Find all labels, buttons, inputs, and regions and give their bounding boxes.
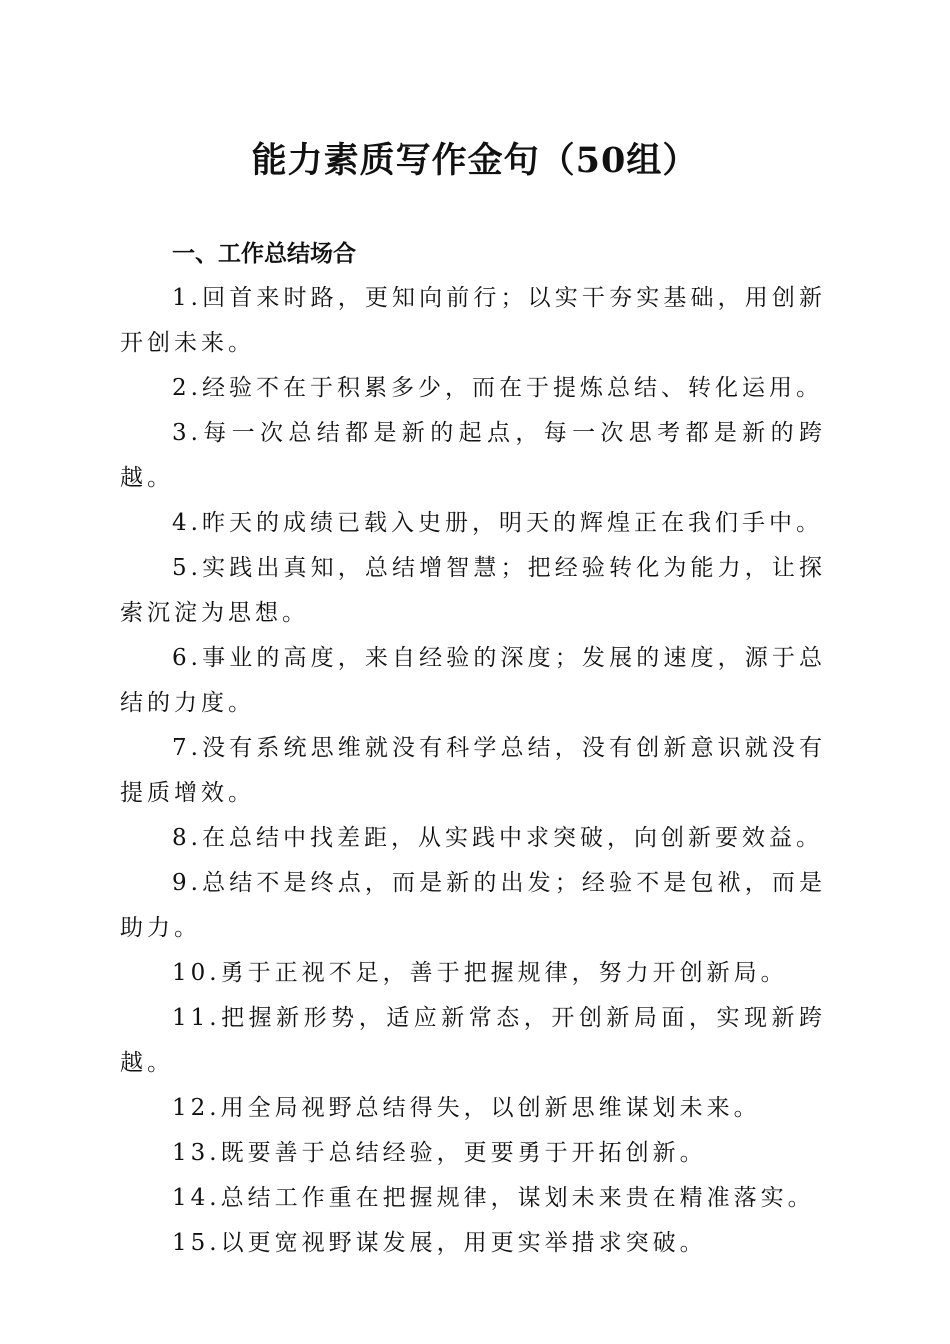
list-item: 9.总结不是终点，而是新的出发；经验不是包袱，而是助力。 xyxy=(120,870,826,941)
list-item: 15.以更宽视野谋发展，用更实举措求突破。 xyxy=(172,1230,707,1256)
list-item: 1.回首来时路，更知向前行；以实干夯实基础，用创新开创未来。 xyxy=(120,285,826,356)
list-item: 7.没有系统思维就没有科学总结，没有创新意识就没有提质增效。 xyxy=(120,735,826,806)
list-item: 6.事业的高度，来自经验的深度；发展的速度，源于总结的力度。 xyxy=(120,645,826,716)
list-item: 14.总结工作重在把握规律，谋划未来贵在精准落实。 xyxy=(172,1185,815,1211)
list-item: 10.勇于正视不足，善于把握规律，努力开创新局。 xyxy=(172,960,788,986)
list-item: 4.昨天的成绩已载入史册，明天的辉煌正在我们手中。 xyxy=(172,510,823,536)
list-item: 5.实践出真知，总结增智慧；把经验转化为能力，让探索沉淀为思想。 xyxy=(120,555,826,626)
document-title: 能力素质写作金句（50组） xyxy=(251,140,699,181)
document-body xyxy=(120,232,826,1266)
list-item: 12.用全局视野总结得失，以创新思维谋划未来。 xyxy=(172,1095,761,1121)
list-item: 3.每一次总结都是新的起点，每一次思考都是新的跨越。 xyxy=(120,420,826,491)
section-heading: 一、工作总结场合 xyxy=(172,241,356,267)
list-item: 11.把握新形势，适应新常态，开创新局面，实现新跨越。 xyxy=(120,1005,826,1076)
list-item: 2.经验不在于积累多少，而在于提炼总结、转化运用。 xyxy=(172,375,823,401)
list-item: 13.既要善于总结经验，更要勇于开拓创新。 xyxy=(172,1140,707,1166)
list-item: 8.在总结中找差距，从实践中求突破，向创新要效益。 xyxy=(172,825,823,851)
